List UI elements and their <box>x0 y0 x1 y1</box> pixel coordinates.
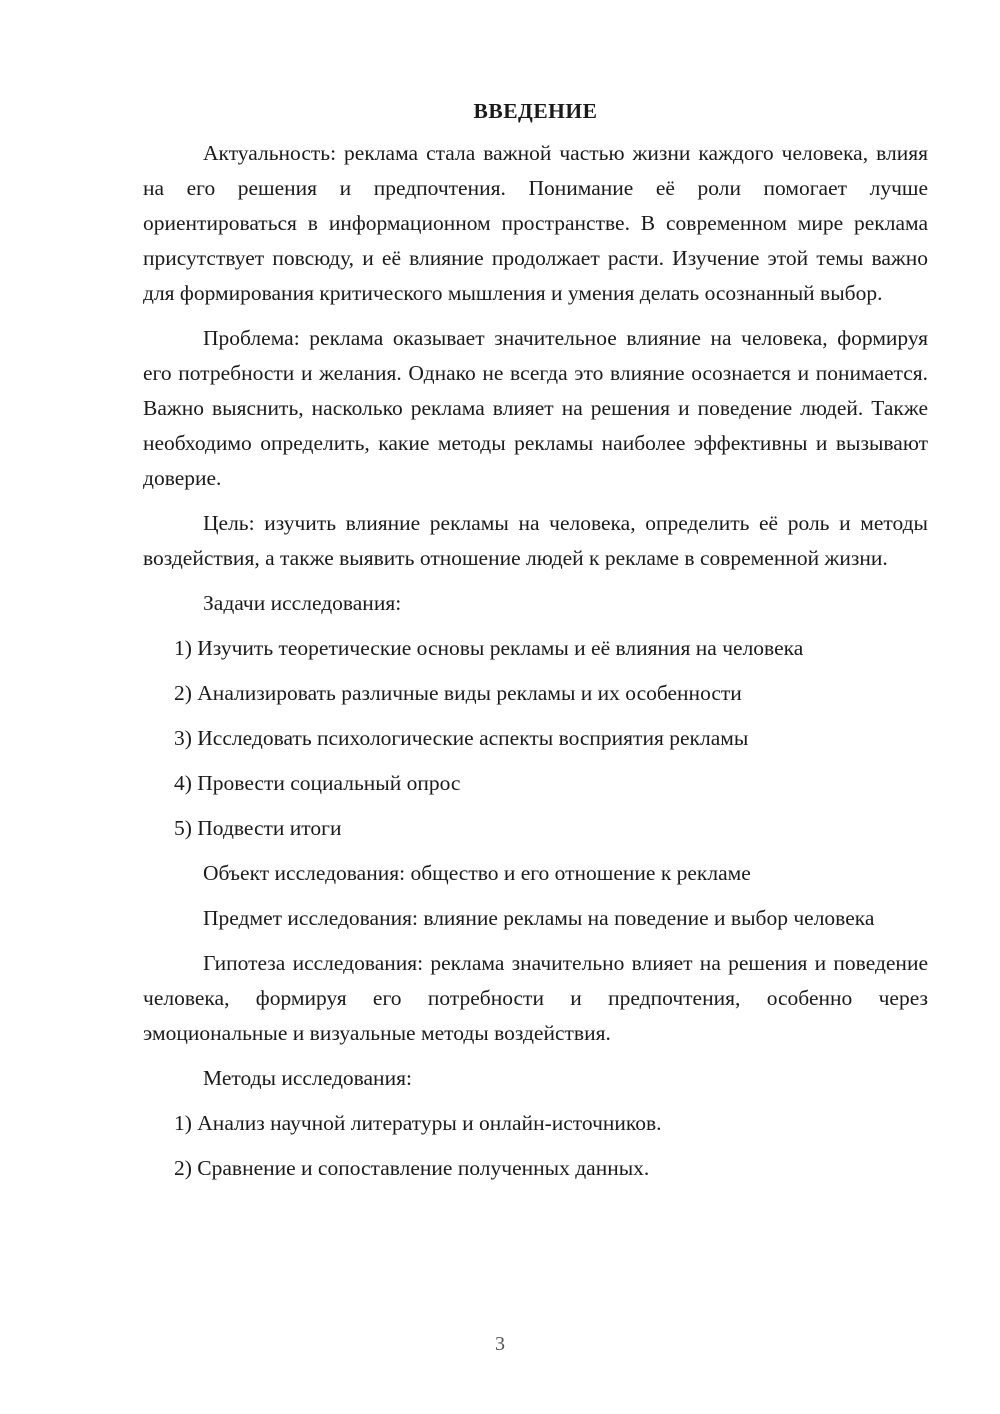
list-item: 3) Исследовать психологические аспекты восприятия рекламы <box>174 726 749 750</box>
relevance-paragraph: Актуальность: реклама стала важной частью жизни каждого человека, влияя на его решения и предпочтения. Понимание её роли помогает лучше ориентироваться в информационном пространстве. В современном мире реклама присутствует повсюду, и её влияние продолжает расти. Изучение этой темы важно для формирования критического мышления и умения делать осознанный выбор. <box>143 141 928 305</box>
list-item: 1) Анализ научной литературы и онлайн-источников. <box>174 1111 662 1135</box>
methods-label: Методы исследования: <box>203 1066 412 1090</box>
problem-paragraph: Проблема: реклама оказывает значительное влияние на человека, формируя его потребности и желания. Однако не всегда это влияние осознается и понимается. Важно выяснить, насколько реклама влияет на решения и поведение людей. Также необходимо определить, какие методы рекламы наиболее эффективны и вызывают доверие. <box>143 326 928 490</box>
list-item: 1) Изучить теоретические основы рекламы и её влияния на человека <box>174 636 804 660</box>
research-subject: Предмет исследования: влияние рекламы на поведение и выбор человека <box>203 906 875 930</box>
tasks-list <box>143 631 928 846</box>
methods-list <box>143 1106 928 1186</box>
list-item: 4) Провести социальный опрос <box>174 771 461 795</box>
page-number: 3 <box>495 1333 505 1355</box>
goal-paragraph: Цель: изучить влияние рекламы на человека, определить её роль и методы воздействия, а также выявить отношение людей к рекламе в современной жизни. <box>143 511 928 570</box>
list-item: 2) Сравнение и сопоставление полученных данных. <box>174 1156 650 1180</box>
list-item: 2) Анализировать различные виды рекламы и их особенности <box>174 681 742 705</box>
tasks-label: Задачи исследования: <box>203 591 402 615</box>
page-body <box>143 96 928 1196</box>
research-hypothesis: Гипотеза исследования: реклама значительно влияет на решения и поведение человека, формируя его потребности и предпочтения, особенно через эмоциональные и визуальные методы воздействия. <box>143 951 928 1045</box>
section-heading: ВВЕДЕНИЕ <box>473 99 598 123</box>
research-object: Объект исследования: общество и его отношение к рекламе <box>203 861 751 885</box>
list-item: 5) Подвести итоги <box>174 816 342 840</box>
